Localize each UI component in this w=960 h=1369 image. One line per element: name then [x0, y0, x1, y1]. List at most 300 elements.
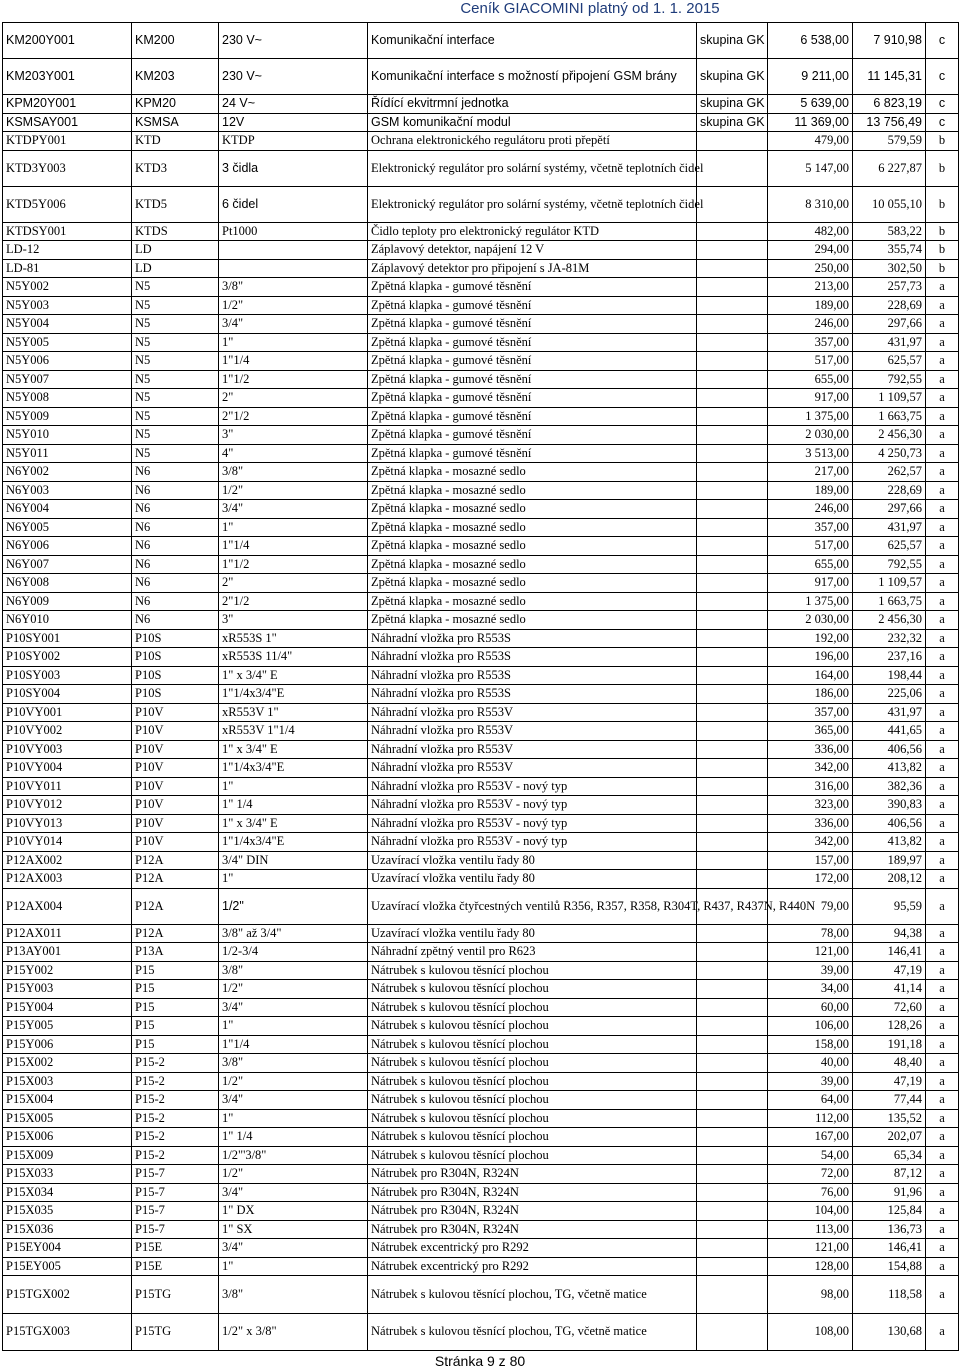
cell-price: 213,00 [768, 278, 853, 297]
cell-group-label [697, 259, 768, 278]
cell-group-label [697, 648, 768, 667]
cell-code: P10VY003 [3, 740, 132, 759]
cell-group: P10S [132, 629, 219, 648]
cell-description: Nátrubek pro R304N, R324N [368, 1183, 697, 1202]
cell-price: 5 147,00 [768, 150, 853, 186]
table-row [3, 1183, 959, 1202]
cell-group-label [697, 407, 768, 426]
table-row [3, 1109, 959, 1128]
cell-code: N5Y004 [3, 315, 132, 334]
cell-price: 54,00 [768, 1146, 853, 1165]
cell-description: Zpětná klapka - gumové těsnění [368, 333, 697, 352]
cell-group-label [697, 1146, 768, 1165]
table-row [3, 888, 959, 924]
cell-code: KTD3Y003 [3, 150, 132, 186]
page-header [0, 0, 960, 18]
page-number: Stránka 9 z 80 [434, 1353, 526, 1369]
cell-description: Záplavový detektor, napájení 12 V [368, 241, 697, 260]
cell-spec: 1" 1/4 [219, 796, 368, 815]
cell-group: P15E [132, 1239, 219, 1258]
cell-description: Nátrubek s kulovou těsnící plochou [368, 1128, 697, 1147]
cell-price-vat: 382,36 [853, 777, 926, 796]
cell-group: N5 [132, 296, 219, 315]
cell-group-label [697, 352, 768, 371]
cell-spec: 1/2" [219, 1072, 368, 1091]
cell-class: c [926, 95, 959, 114]
cell-group: KPM20 [132, 95, 219, 114]
cell-price-vat: 77,44 [853, 1091, 926, 1110]
cell-description: GSM komunikační modul [368, 113, 697, 132]
cell-class: a [926, 500, 959, 519]
cell-group-label: skupina GK [697, 59, 768, 95]
cell-class: a [926, 1276, 959, 1314]
cell-group: P15-2 [132, 1072, 219, 1091]
table-row [3, 500, 959, 519]
cell-code: KSMSAY001 [3, 113, 132, 132]
cell-spec: 3/4" [219, 1183, 368, 1202]
cell-code: P15Y003 [3, 980, 132, 999]
cell-price-vat: 228,69 [853, 296, 926, 315]
cell-price-vat: 125,84 [853, 1202, 926, 1221]
cell-price-vat: 262,57 [853, 463, 926, 482]
cell-description: Nátrubek s kulovou těsnící plochou [368, 1072, 697, 1091]
table-row [3, 555, 959, 574]
cell-spec: 3/8" [219, 463, 368, 482]
cell-group-label [697, 555, 768, 574]
cell-class: a [926, 629, 959, 648]
cell-group-label [697, 1035, 768, 1054]
cell-group: N5 [132, 278, 219, 297]
cell-price-vat: 406,56 [853, 814, 926, 833]
cell-code: N5Y008 [3, 389, 132, 408]
cell-spec: 3/8" [219, 278, 368, 297]
cell-description: Zpětná klapka - gumové těsnění [368, 426, 697, 445]
cell-price-vat: 4 250,73 [853, 444, 926, 463]
table-row [3, 592, 959, 611]
cell-group: P15 [132, 1017, 219, 1036]
table-row [3, 943, 959, 962]
cell-price: 192,00 [768, 629, 853, 648]
cell-price: 9 211,00 [768, 59, 853, 95]
cell-price: 40,00 [768, 1054, 853, 1073]
cell-group-label [697, 851, 768, 870]
table-row [3, 740, 959, 759]
cell-price: 917,00 [768, 574, 853, 593]
cell-price: 479,00 [768, 132, 853, 151]
cell-group-label [697, 980, 768, 999]
table-row [3, 1220, 959, 1239]
cell-group: P15-2 [132, 1128, 219, 1147]
cell-group-label [697, 463, 768, 482]
cell-description: Uzavírací vložka ventilu řady 80 [368, 870, 697, 889]
cell-price-vat: 297,66 [853, 500, 926, 519]
table-row [3, 814, 959, 833]
cell-group: N6 [132, 592, 219, 611]
cell-price: 342,00 [768, 833, 853, 852]
cell-price-vat: 413,82 [853, 833, 926, 852]
cell-class: a [926, 481, 959, 500]
cell-price-vat: 225,06 [853, 685, 926, 704]
cell-group: P10S [132, 648, 219, 667]
cell-group: P15-7 [132, 1220, 219, 1239]
cell-code: N6Y007 [3, 555, 132, 574]
cell-description: Zpětná klapka - mosazné sedlo [368, 611, 697, 630]
cell-code: P10SY002 [3, 648, 132, 667]
cell-class: c [926, 59, 959, 95]
cell-price-vat: 431,97 [853, 703, 926, 722]
cell-price-vat: 1 663,75 [853, 407, 926, 426]
cell-group: N5 [132, 315, 219, 334]
cell-price-vat: 208,12 [853, 870, 926, 889]
cell-description: Náhradní vložka pro R553V [368, 722, 697, 741]
cell-price: 365,00 [768, 722, 853, 741]
table-row [3, 95, 959, 114]
table-row [3, 463, 959, 482]
cell-code: P15X034 [3, 1183, 132, 1202]
cell-price: 336,00 [768, 814, 853, 833]
table-row [3, 1146, 959, 1165]
cell-spec: xR553V 1" [219, 703, 368, 722]
cell-price: 106,00 [768, 1017, 853, 1036]
cell-price-vat: 95,59 [853, 888, 926, 924]
cell-group: P15-7 [132, 1183, 219, 1202]
cell-group: N5 [132, 444, 219, 463]
cell-description: Komunikační interface s možností připojení GSM brány [368, 59, 697, 95]
cell-group-label [697, 1054, 768, 1073]
cell-price: 357,00 [768, 333, 853, 352]
table-row [3, 389, 959, 408]
cell-price-vat: 202,07 [853, 1128, 926, 1147]
cell-group: P15 [132, 998, 219, 1017]
cell-code: LD-12 [3, 241, 132, 260]
cell-group-label [697, 222, 768, 241]
cell-spec: 3/4" DIN [219, 851, 368, 870]
cell-price: 342,00 [768, 759, 853, 778]
cell-class: a [926, 703, 959, 722]
cell-description: Nátrubek pro R304N, R324N [368, 1202, 697, 1221]
cell-price: 250,00 [768, 259, 853, 278]
cell-description: Ochrana elektronického regulátoru proti přepětí [368, 132, 697, 151]
cell-group-label [697, 1183, 768, 1202]
cell-price-vat: 146,41 [853, 1239, 926, 1258]
cell-spec: 3/8" [219, 1054, 368, 1073]
cell-price: 316,00 [768, 777, 853, 796]
cell-group: N5 [132, 426, 219, 445]
cell-description: Zpětná klapka - gumové těsnění [368, 444, 697, 463]
cell-description: Náhradní vložka pro R553S [368, 629, 697, 648]
cell-group: N5 [132, 352, 219, 371]
cell-description: Náhradní vložka pro R553V - nový typ [368, 777, 697, 796]
table-row [3, 648, 959, 667]
cell-price: 172,00 [768, 870, 853, 889]
cell-class: b [926, 241, 959, 260]
cell-group-label [697, 759, 768, 778]
cell-class: c [926, 23, 959, 59]
cell-description: Zpětná klapka - mosazné sedlo [368, 592, 697, 611]
table-row [3, 666, 959, 685]
cell-description: Nátrubek s kulovou těsnící plochou [368, 1054, 697, 1073]
table-row [3, 186, 959, 222]
cell-code: P12AX004 [3, 888, 132, 924]
cell-group: P10V [132, 814, 219, 833]
cell-price-vat: 47,19 [853, 1072, 926, 1091]
cell-group: P10V [132, 796, 219, 815]
cell-class: a [926, 1165, 959, 1184]
cell-description: Zpětná klapka - mosazné sedlo [368, 500, 697, 519]
cell-group-label [697, 870, 768, 889]
cell-code: P12AX003 [3, 870, 132, 889]
cell-price-vat: 146,41 [853, 943, 926, 962]
table-row [3, 1017, 959, 1036]
cell-description: Zpětná klapka - gumové těsnění [368, 278, 697, 297]
cell-description: Zpětná klapka - gumové těsnění [368, 407, 697, 426]
cell-price: 98,00 [768, 1276, 853, 1314]
cell-spec: 1"1/4 [219, 352, 368, 371]
cell-price-vat: 6 823,19 [853, 95, 926, 114]
cell-group-label [697, 685, 768, 704]
table-row [3, 1276, 959, 1314]
cell-price-vat: 441,65 [853, 722, 926, 741]
cell-spec: 3/4" [219, 315, 368, 334]
cell-code: P10SY003 [3, 666, 132, 685]
cell-price: 121,00 [768, 1239, 853, 1258]
cell-class: a [926, 833, 959, 852]
cell-description: Zpětná klapka - gumové těsnění [368, 389, 697, 408]
cell-price: 78,00 [768, 924, 853, 943]
cell-price: 104,00 [768, 1202, 853, 1221]
cell-price-vat: 135,52 [853, 1109, 926, 1128]
cell-group-label [697, 278, 768, 297]
cell-spec: 1/2" [219, 481, 368, 500]
table-row [3, 132, 959, 151]
cell-price: 1 375,00 [768, 592, 853, 611]
cell-code: P15X033 [3, 1165, 132, 1184]
cell-class: b [926, 186, 959, 222]
cell-group: KTD5 [132, 186, 219, 222]
cell-price: 64,00 [768, 1091, 853, 1110]
cell-price: 217,00 [768, 463, 853, 482]
cell-price: 1 375,00 [768, 407, 853, 426]
cell-price-vat: 41,14 [853, 980, 926, 999]
cell-group: KTD [132, 132, 219, 151]
cell-code: P15X004 [3, 1091, 132, 1110]
cell-class: a [926, 463, 959, 482]
cell-group: P10S [132, 685, 219, 704]
cell-price: 189,00 [768, 481, 853, 500]
cell-group-label [697, 296, 768, 315]
cell-class: a [926, 1313, 959, 1351]
cell-description: Nátrubek s kulovou těsnící plochou [368, 961, 697, 980]
cell-group: KSMSA [132, 113, 219, 132]
cell-group: P15-7 [132, 1165, 219, 1184]
cell-price-vat: 625,57 [853, 352, 926, 371]
cell-group-label [697, 370, 768, 389]
cell-code: P15X006 [3, 1128, 132, 1147]
cell-group-label [697, 426, 768, 445]
cell-code: KM203Y001 [3, 59, 132, 95]
cell-description: Náhradní vložka pro R553V [368, 740, 697, 759]
cell-group: P15-2 [132, 1091, 219, 1110]
cell-spec: 1" [219, 870, 368, 889]
cell-price-vat: 355,74 [853, 241, 926, 260]
cell-spec: 3/8" [219, 961, 368, 980]
table-row [3, 278, 959, 297]
cell-description: Náhradní vložka pro R553V - nový typ [368, 796, 697, 815]
cell-price-vat: 94,38 [853, 924, 926, 943]
cell-price-vat: 232,32 [853, 629, 926, 648]
cell-description: Čidlo teploty pro elektronický regulátor KTD [368, 222, 697, 241]
table-row [3, 222, 959, 241]
cell-class: a [926, 666, 959, 685]
cell-group: P10V [132, 722, 219, 741]
cell-code: P15EY004 [3, 1239, 132, 1258]
cell-code: P12AX011 [3, 924, 132, 943]
cell-group-label [697, 574, 768, 593]
cell-group: KTDS [132, 222, 219, 241]
cell-description: Nátrubek s kulovou těsnící plochou [368, 980, 697, 999]
table-row [3, 759, 959, 778]
cell-spec: 1" [219, 1257, 368, 1276]
cell-spec: 1/2"'3/8" [219, 1146, 368, 1165]
cell-code: P15X002 [3, 1054, 132, 1073]
cell-code: P10VY001 [3, 703, 132, 722]
table-row [3, 611, 959, 630]
cell-class: a [926, 740, 959, 759]
cell-group: P15 [132, 961, 219, 980]
cell-description: Zpětná klapka - gumové těsnění [368, 352, 697, 371]
cell-group-label [697, 1220, 768, 1239]
table-row [3, 1035, 959, 1054]
cell-group-label [697, 1257, 768, 1276]
cell-group-label [697, 186, 768, 222]
cell-code: N6Y003 [3, 481, 132, 500]
cell-spec: 1" [219, 1017, 368, 1036]
cell-group-label [697, 833, 768, 852]
cell-class: a [926, 1054, 959, 1073]
cell-group: P10V [132, 759, 219, 778]
cell-group-label [697, 740, 768, 759]
cell-group: P10V [132, 777, 219, 796]
cell-class: a [926, 888, 959, 924]
cell-group: LD [132, 259, 219, 278]
cell-description: Zpětná klapka - mosazné sedlo [368, 537, 697, 556]
cell-price-vat: 72,60 [853, 998, 926, 1017]
cell-class: a [926, 1091, 959, 1110]
cell-price-vat: 413,82 [853, 759, 926, 778]
cell-class: a [926, 851, 959, 870]
cell-price-vat: 47,19 [853, 961, 926, 980]
cell-description: Elektronický regulátor pro solární systémy, včetně teplotních čidel [368, 186, 697, 222]
cell-code: KTDSY001 [3, 222, 132, 241]
cell-description: Nátrubek s kulovou těsnící plochou [368, 1146, 697, 1165]
cell-price: 164,00 [768, 666, 853, 685]
cell-group-label [697, 1109, 768, 1128]
cell-code: N5Y002 [3, 278, 132, 297]
cell-price: 34,00 [768, 980, 853, 999]
cell-group-label [697, 592, 768, 611]
cell-description: Náhradní vložka pro R553V [368, 703, 697, 722]
cell-group: N6 [132, 574, 219, 593]
cell-spec: xR553S 11/4" [219, 648, 368, 667]
cell-price-vat: 579,59 [853, 132, 926, 151]
cell-price-vat: 191,18 [853, 1035, 926, 1054]
cell-group-label [697, 703, 768, 722]
cell-spec: 3" [219, 611, 368, 630]
cell-class: a [926, 444, 959, 463]
cell-price: 517,00 [768, 537, 853, 556]
cell-code: P15X035 [3, 1202, 132, 1221]
cell-class: b [926, 259, 959, 278]
cell-spec: 6 čidel [219, 186, 368, 222]
cell-description: Nátrubek pro R304N, R324N [368, 1165, 697, 1184]
cell-spec: 1" DX [219, 1202, 368, 1221]
cell-group-label [697, 389, 768, 408]
table-row [3, 518, 959, 537]
cell-code: N6Y002 [3, 463, 132, 482]
cell-code: N6Y005 [3, 518, 132, 537]
cell-group-label [697, 481, 768, 500]
cell-description: Nátrubek pro R304N, R324N [368, 1220, 697, 1239]
cell-group-label [697, 629, 768, 648]
cell-price-vat: 390,83 [853, 796, 926, 815]
cell-class: a [926, 1220, 959, 1239]
cell-description: Elektronický regulátor pro solární systémy, včetně teplotních čidel [368, 150, 697, 186]
cell-group: P12A [132, 851, 219, 870]
cell-spec: 24 V~ [219, 95, 368, 114]
cell-code: N6Y006 [3, 537, 132, 556]
cell-price-vat: 198,44 [853, 666, 926, 685]
cell-group: N6 [132, 463, 219, 482]
cell-price: 167,00 [768, 1128, 853, 1147]
cell-price-vat: 13 756,49 [853, 113, 926, 132]
cell-spec: 1/2" [219, 888, 368, 924]
cell-code: N6Y008 [3, 574, 132, 593]
cell-code: KTDPY001 [3, 132, 132, 151]
cell-class: a [926, 296, 959, 315]
cell-price: 246,00 [768, 500, 853, 519]
cell-price: 186,00 [768, 685, 853, 704]
cell-spec: KTDP [219, 132, 368, 151]
cell-price: 11 369,00 [768, 113, 853, 132]
cell-group-label [697, 537, 768, 556]
table-row [3, 1091, 959, 1110]
cell-class: a [926, 389, 959, 408]
table-row [3, 870, 959, 889]
cell-price: 108,00 [768, 1313, 853, 1351]
cell-code: N6Y004 [3, 500, 132, 519]
cell-description: Uzavírací vložka ventilu řady 80 [368, 851, 697, 870]
cell-group: KM203 [132, 59, 219, 95]
table-row [3, 1313, 959, 1351]
cell-description: Zpětná klapka - mosazné sedlo [368, 574, 697, 593]
cell-price-vat: 792,55 [853, 370, 926, 389]
cell-code: P10VY004 [3, 759, 132, 778]
cell-description: Nátrubek excentrický pro R292 [368, 1257, 697, 1276]
cell-class: a [926, 1202, 959, 1221]
cell-spec: 1" [219, 333, 368, 352]
cell-price-vat: 625,57 [853, 537, 926, 556]
cell-group-label [697, 315, 768, 334]
cell-group-label [697, 500, 768, 519]
cell-group: P15 [132, 980, 219, 999]
cell-code: P10VY013 [3, 814, 132, 833]
cell-group-label [697, 333, 768, 352]
table-row [3, 998, 959, 1017]
cell-spec: 3/4" [219, 1091, 368, 1110]
cell-spec: 1/2" [219, 980, 368, 999]
cell-description: Náhradní vložka pro R553S [368, 685, 697, 704]
cell-group: P12A [132, 924, 219, 943]
